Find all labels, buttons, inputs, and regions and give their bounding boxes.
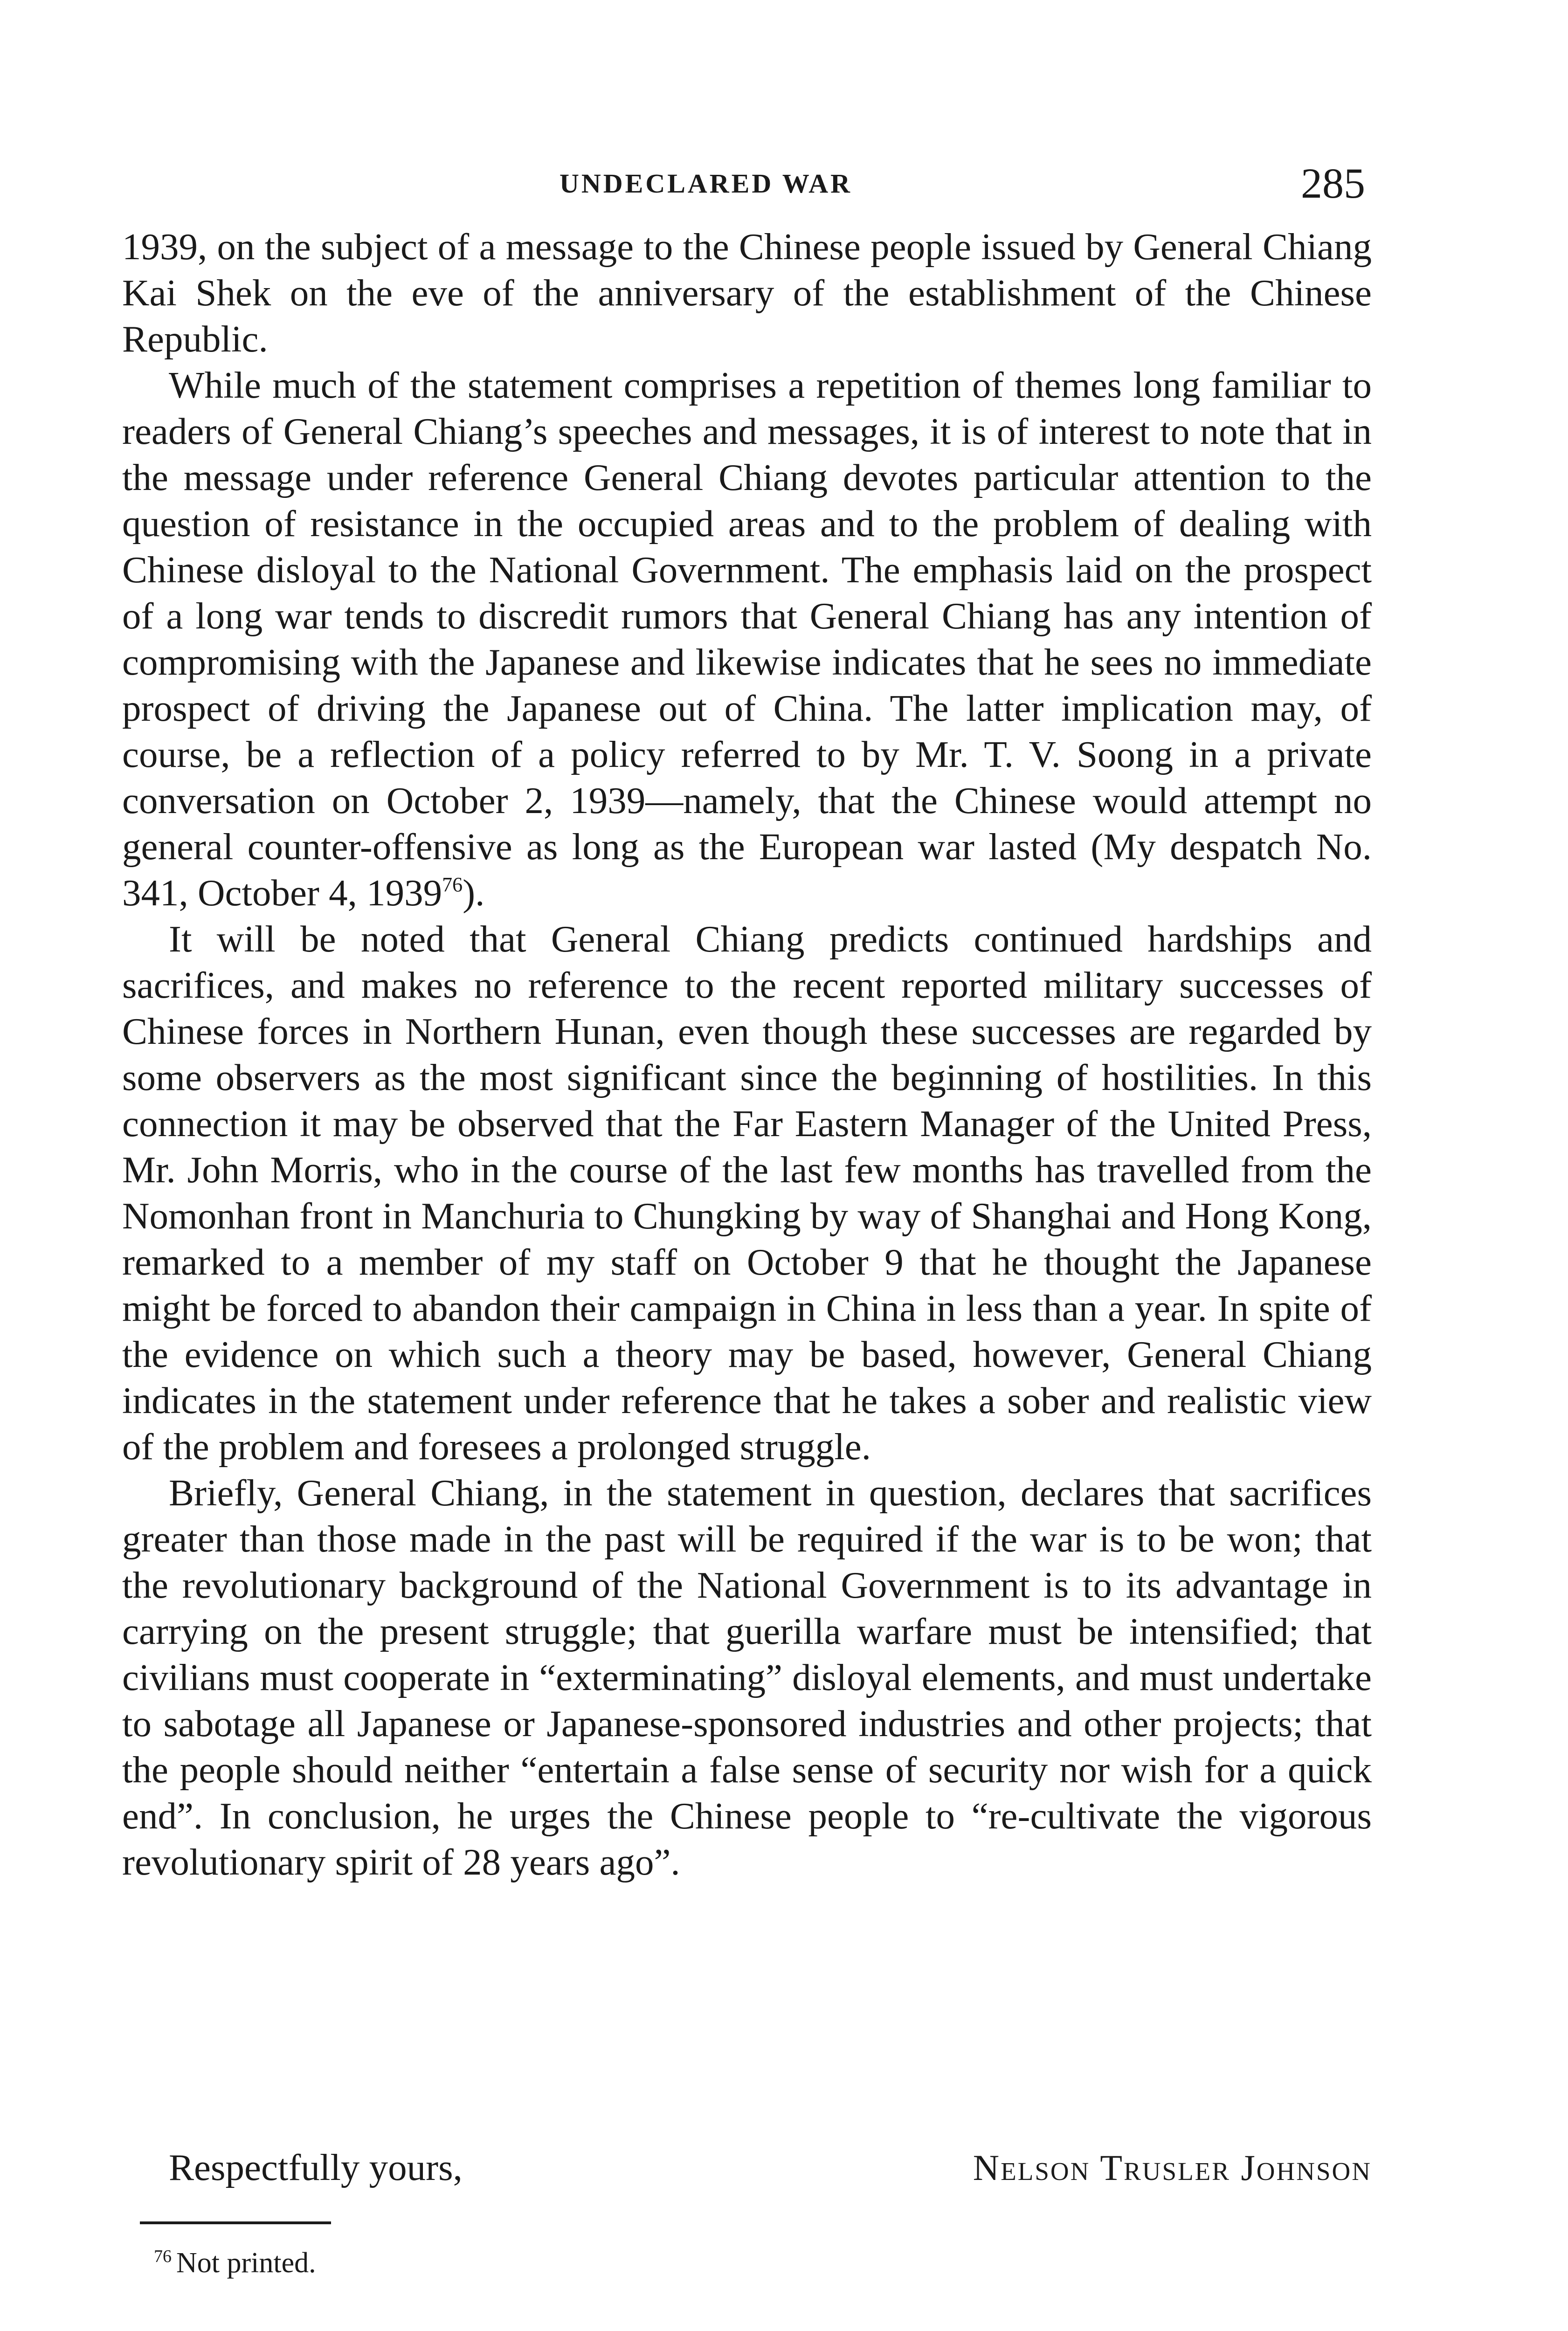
complimentary-close: Respectfully yours, [169,2146,463,2188]
page-number: 285 [1301,159,1365,207]
footnote-marker: 76 [154,2247,172,2266]
paragraph-2 [122,362,1372,916]
paragraph-1: 1939, on the subject of a message to the Chinese people issued by General Chiang Kai Shek on the eve of the anniversary of the establishment of the Chinese Republic. [122,226,1372,360]
paragraph-2-end: ). [463,872,485,914]
footnote-reference: 76 [442,873,463,896]
paragraph-3: It will be noted that General Chiang predicts continued hardships and sacrifices, and makes no reference to the recent reported military successes of Chinese forces in Northern Hunan, even though these successes are regarded by some observers as the most significant since the beginning of hostilities. In this connection it may be observed that the Far Eastern Manager of the United Press, Mr. John Morris, who in the course of the last few months has travelled from the Nomonhan front in Manchuria to Chungking by way of Shanghai and Hong Kong, remarked to a member of my staff on October 9 that he thought the Japanese might be forced to abandon their campaign in China in less than a year. In spite of the evidence on which such a theory may be based, however, General Chiang indicates in the statement under reference that he takes a sober and realistic view of the problem and foresees a prolonged struggle. [122,918,1372,1468]
running-head [0,159,1568,210]
paragraph-2-text: While much of the statement comprises a repetition of themes long familiar to readers of General Chiang’s speeches and messages, it is of interest to note that in the message under reference General Chiang devotes particular attention to the question of resistance in the occupied areas and to the problem of dealing with Chinese disloyal to the National Government. The emphasis laid on the prospect of a long war tends to discredit rumors that General Chiang has any intention of compromising with the Japanese and likewise indicates that he sees no immediate prospect of driving the Japanese out of China. The latter implication may, of course, be a reflection of a policy referred to by Mr. T. V. Soong in a private conversation on October 2, 1939—namely, that the Chinese would attempt no general counter-offensive as long as the European war lasted (My despatch No. 341, October 4, 1939 [122,364,1372,914]
paragraph-4: Briefly, General Chiang, in the statement in question, declares that sacrifices greater than those made in the past will be required if the war is to be won; that the revolutionary background of the National Government is to its advantage in carrying on the present struggle; that guerilla warfare must be intensified; that civilians must cooperate in “exterminating” disloyal elements, and must undertake to sabotage all Japanese or Japanese-sponsored industries and other projects; that the people should neither “entertain a false sense of security nor wish for a quick end”. In conclusion, he urges the Chinese people to “re-cultivate the vigorous revolutionary spirit of 28 years ago”. [122,1472,1372,1883]
running-title: UNDECLARED WAR [560,168,853,199]
footnote-text: Not printed. [176,2247,316,2279]
letter-closing [169,2145,1372,2196]
footnote-divider [140,2221,331,2224]
footnote [154,2238,316,2282]
body-text [122,224,1372,1885]
signature-name: Nelson Trusler Johnson [973,2147,1372,2188]
